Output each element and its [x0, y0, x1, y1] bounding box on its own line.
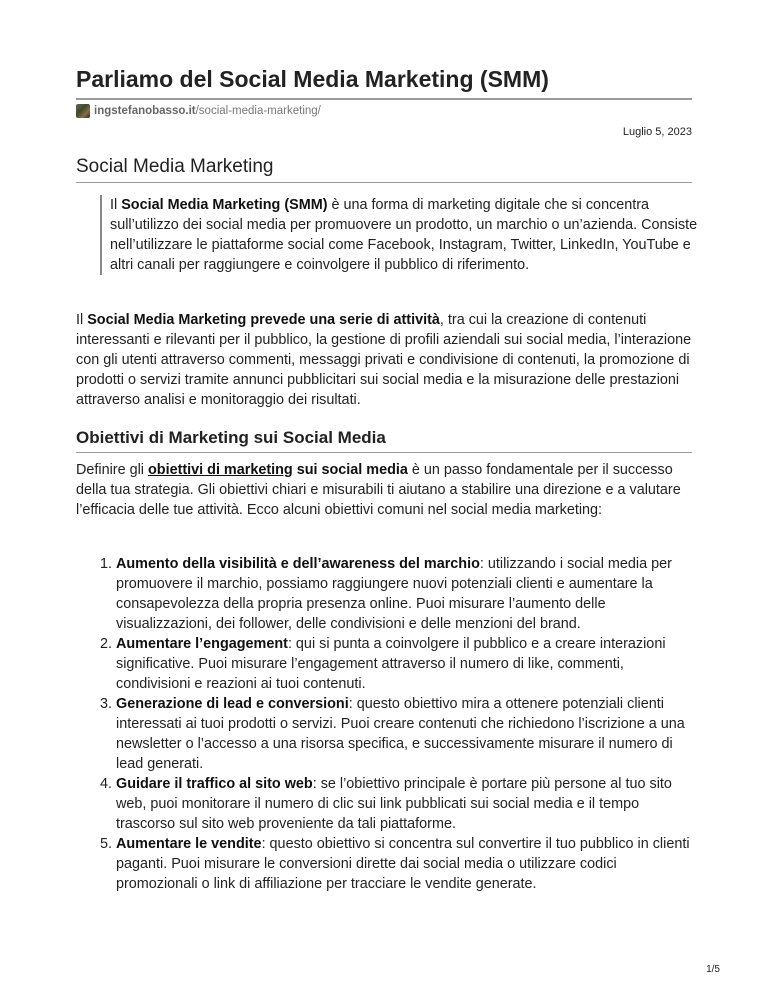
objectives-intro-paragraph [76, 460, 692, 520]
activities-paragraph [76, 310, 692, 410]
list-item-text: : se l’obiettivo principale è portare più persone al tuo sito web, puoi monitorare il numero di clic sui link pubblicati sui social media e il tempo trascorso sul sito web proveniente da tali piattaforme. [116, 776, 672, 832]
list-item-text: : questo obiettivo mira a ottenere potenziali clienti interessati ai tuoi prodotti o servizi. Puoi creare contenuti che richiedono l’iscrizione a una newsletter o l’accesso a una risorsa specifica, e successivamente misurare il numero di lead generati. [116, 696, 685, 772]
page-number: 1/5 [706, 964, 720, 975]
list-item [116, 774, 692, 834]
source-link[interactable] [94, 105, 321, 117]
section-heading-social-media-marketing: Social Media Marketing [76, 155, 692, 183]
publish-date: Luglio 5, 2023 [622, 126, 692, 138]
quote-text-post: è una forma di marketing digitale che si concentra sull’utilizzo dei social media per promuovere un prodotto, un marchio o un’azienda. Consiste nell’utilizzare le piattaforme social come Facebook, Instagram, Twitter, LinkedIn, YouTube e altri canali per raggiungere e coinvolgere il pubblico di riferimento. [110, 197, 698, 273]
quote-bold: Social Media Marketing (SMM) [121, 197, 328, 213]
para-text-pre: Il [76, 312, 88, 328]
list-item-text: : questo obiettivo si concentra sul convertire il tuo pubblico in clienti paganti. Puoi misurare le conversioni dirette dai social media o utilizzare codici promozionali o link di affiliazione per tracciare le vendite generate. [116, 836, 690, 892]
site-favicon-icon [76, 104, 90, 118]
para-text-post: , tra cui la creazione di contenuti interessanti e rilevanti per il pubblico, la gestione di profili aziendali sui social media, l’interazione con gli utenti attraverso commenti, messaggi privati e condivisione di contenuti, la promozione di prodotti o servizi tramite annunci pubblicitari sui social media e la misurazione delle prestazioni attraverso analisi e monitoraggio dei risultati. [76, 312, 692, 408]
list-item-text: : utilizzando i social media per promuovere il marchio, possiamo raggiungere nuovi potenziali clienti e aumentare la consapevolezza della propria presenza online. Puoi misurare l’aumento delle visualizzazioni, dei follower, delle condivisioni e delle menzioni del brand. [116, 556, 672, 632]
source-line [76, 104, 321, 118]
list-item [116, 694, 692, 774]
section-heading-obiettivi: Obiettivi di Marketing sui Social Media [76, 427, 692, 453]
intro-bold: sui social media [292, 462, 408, 478]
list-item-title: Generazione di lead e conversioni [116, 696, 349, 712]
definition-blockquote [100, 195, 702, 275]
intro-text-post: è un passo fondamentale per il successo della tua strategia. Gli obiettivi chiari e misurabili ti aiutano a stabilire una direzione e a valutare l’efficacia delle tue attività. Ecco alcuni obiettivi comuni nel social media marketing: [76, 462, 681, 518]
list-item-title: Guidare il traffico al sito web [116, 776, 313, 792]
list-item [116, 834, 692, 894]
list-item-title: Aumento della visibilità e dell’awareness del marchio [116, 556, 480, 572]
list-item [116, 554, 692, 634]
list-item [116, 634, 692, 694]
source-path: /social-media-marketing/ [195, 105, 321, 117]
intro-text-pre: Definire gli [76, 462, 148, 478]
list-item-title: Aumentare le vendite [116, 836, 262, 852]
objectives-list [76, 554, 692, 894]
para-bold: Social Media Marketing prevede una serie di attività [87, 312, 440, 328]
list-item-text: : qui si punta a coinvolgere il pubblico e a creare interazioni significative. Puoi misurare l’engagement attraverso il numero di like, commenti, condivisioni e reazioni ai tuoi contenuti. [116, 636, 666, 692]
page-title: Parliamo del Social Media Marketing (SMM) [76, 64, 692, 100]
quote-text-pre: Il [110, 197, 122, 213]
list-item-title: Aumentare l’engagement [116, 636, 288, 652]
source-domain: ingstefanobasso.it [94, 105, 196, 117]
objectives-link[interactable]: obiettivi di marketing [147, 462, 293, 478]
